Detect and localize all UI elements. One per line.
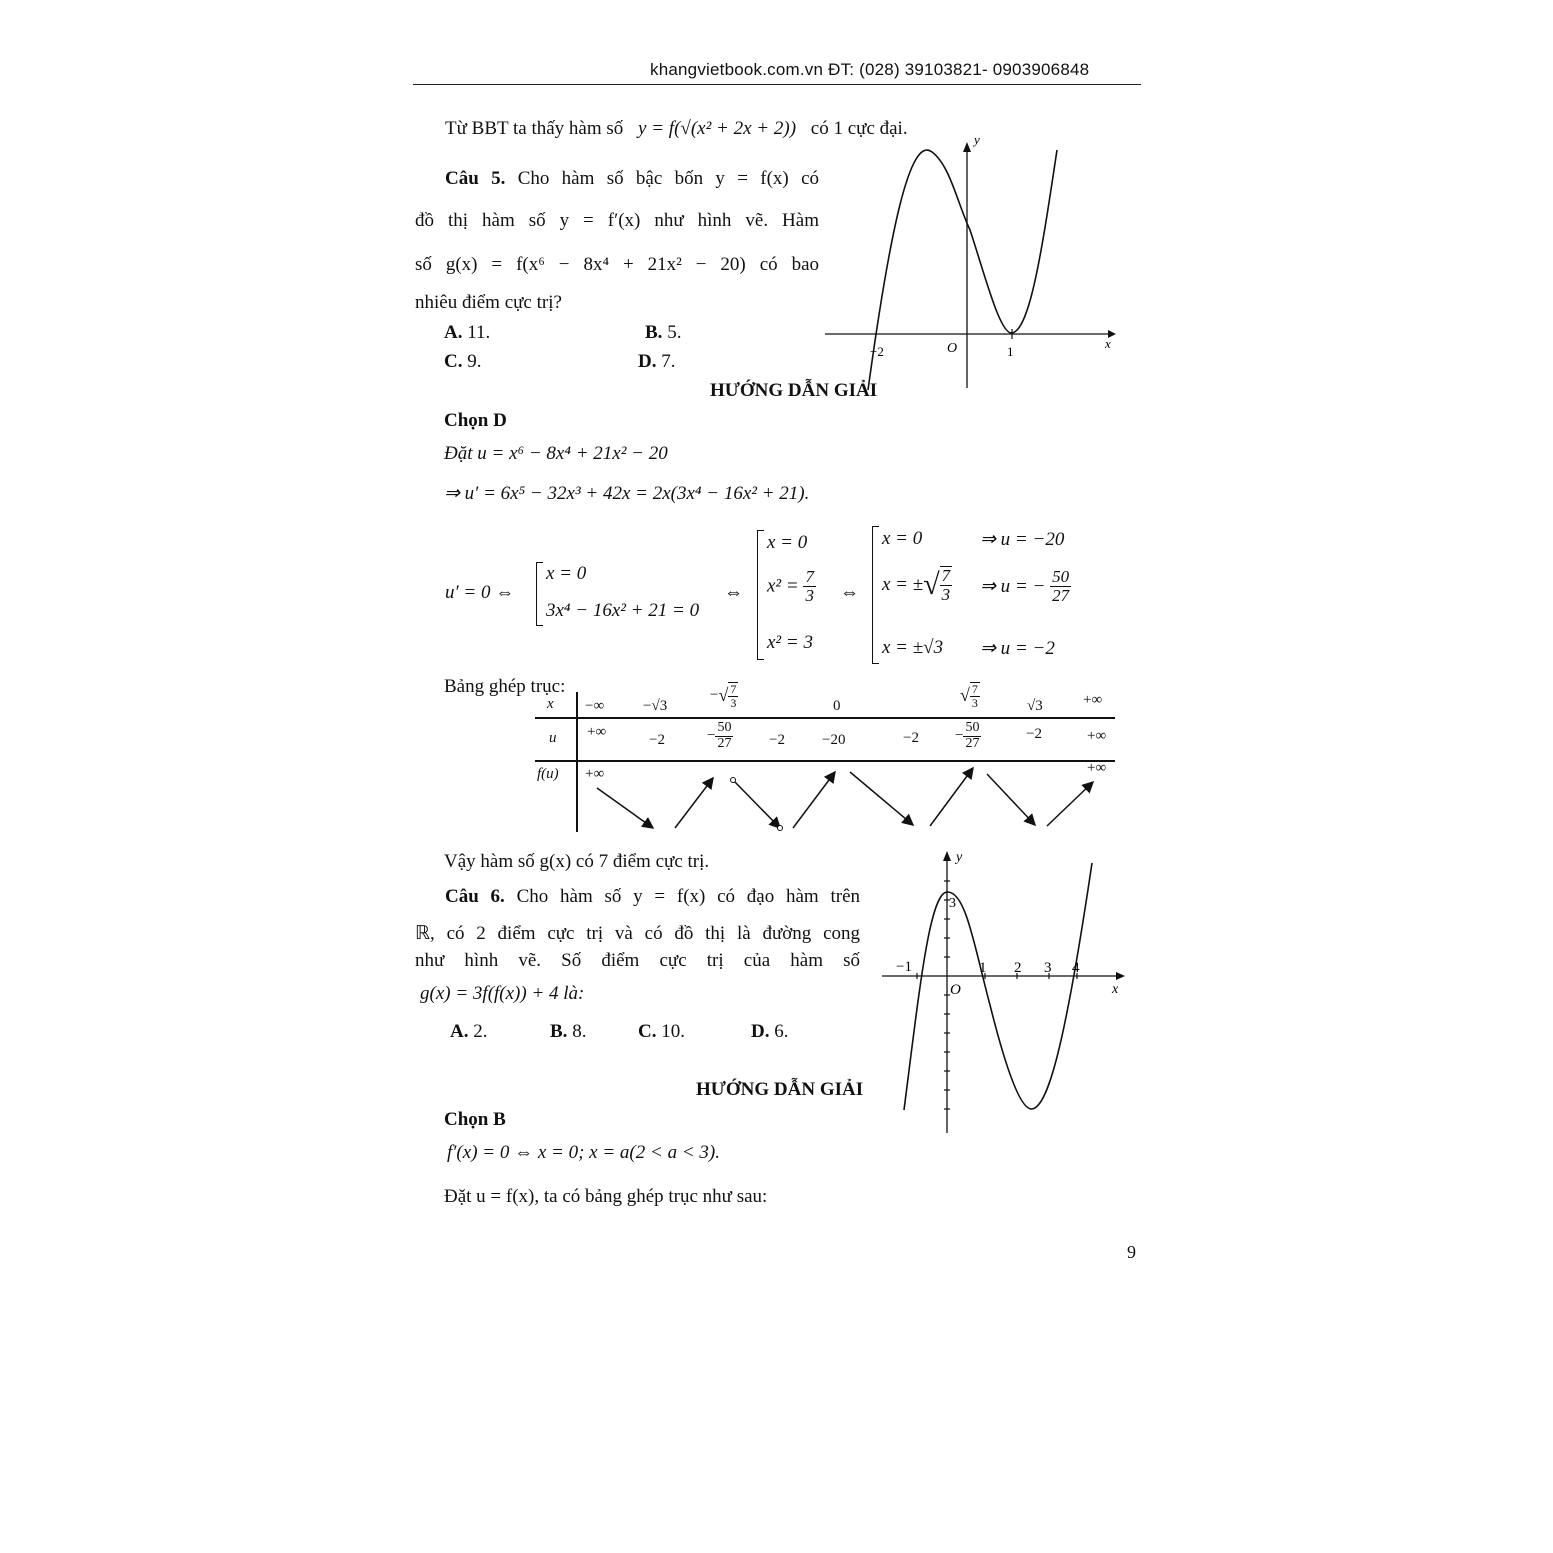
x-val-neg-sqrt3: −√3 xyxy=(643,698,668,714)
u-val-neg50-27-b: − $\frac{50}{27}$ xyxy=(955,720,980,751)
header-rule xyxy=(413,84,1141,85)
header-site: khangvietbook.com.vn xyxy=(650,60,824,79)
q5-sol-line-2: ⇒ u′ = 6x⁵ − 32x³ + 42x = 2x(3x⁴ − 16x² + 21). xyxy=(444,483,810,504)
u-val-pos-inf-left: +∞ xyxy=(587,724,607,740)
arrow-down-2 xyxy=(733,780,780,828)
q6-option-b: B. 8. xyxy=(550,1021,587,1042)
page-number: 9 xyxy=(1127,1242,1136,1262)
q6-line-4: g(x) = 3f(f(x)) + 4 là: xyxy=(420,983,585,1004)
q6-line-2: ℝ, có 2 điểm cực trị và có đồ thị là đường cong xyxy=(415,923,860,944)
eq-iff-1: ⇔ xyxy=(724,582,743,603)
q5-label: Câu 5. xyxy=(445,168,506,189)
q6-solution-heading: HƯỚNG DẪN GIẢI xyxy=(696,1079,864,1100)
q5-conclusion: Vậy hàm số g(x) có 7 điểm cực trị. xyxy=(444,851,710,872)
q5-option-c: C. 9. xyxy=(444,351,482,372)
q5-line-3: số g(x) = f(x⁶ − 8x⁴ + 21x² − 20) có bao xyxy=(415,254,819,275)
q6-option-c: C. 10. xyxy=(638,1021,685,1042)
q6-tick-label-4: 4 xyxy=(1072,960,1080,976)
q6-line-1 xyxy=(415,886,860,908)
eq-sys3-a: x = 0 xyxy=(882,528,923,549)
q5-x-label: x xyxy=(1105,336,1111,351)
u-val-neg2-c: −2 xyxy=(903,730,919,746)
intro-formula: y = f(√(x² + 2x + 2)) xyxy=(638,118,797,139)
q6-option-a: A. 2. xyxy=(450,1021,488,1042)
u-val-neg2-d: −2 xyxy=(1026,726,1042,742)
q5-line-2: đồ thị hàm số y = f′(x) như hình vẽ. Hàm xyxy=(415,210,819,231)
eq-frac-7-3: $\frac{7}{3}$ xyxy=(805,567,814,605)
eq-res-a: ⇒ u = −20 xyxy=(980,529,1065,550)
u-val-neg50-27-a: − $\frac{50}{27}$ xyxy=(707,720,732,751)
q5-tick-label-1: 1 xyxy=(1007,344,1014,359)
arrow-down-3 xyxy=(850,772,913,825)
q6-tick-label-2: 2 xyxy=(1014,960,1022,976)
eq-sys3-b: x = ±√ $\frac{7}{3}$ xyxy=(882,566,951,604)
q5-answer: Chọn D xyxy=(444,410,507,431)
arrow-up-2 xyxy=(793,772,835,828)
q6-y-label: y xyxy=(956,850,963,865)
fu-arrows xyxy=(535,680,1125,840)
q5-sol-line-1: Đặt u = x⁶ − 8x⁴ + 21x² − 20 xyxy=(444,443,668,464)
eq-bracket-2 xyxy=(757,530,764,660)
q6-line-3: như hình vẽ. Số điểm cực trị của hàm số xyxy=(415,950,860,971)
fu-val-pos-inf-left: +∞ xyxy=(585,766,605,782)
q6-tick-label-neg1: −1 xyxy=(896,959,912,975)
u-val-neg2-b: −2 xyxy=(769,732,785,748)
q5-solution-heading: HƯỚNG DẪN GIẢI xyxy=(710,380,878,401)
u-val-neg2-a: −2 xyxy=(649,732,665,748)
q6-tick-label-1: 1 xyxy=(979,960,987,976)
x-val-neg-sqrt73: −√ $\frac{7}{3}$ xyxy=(710,682,737,710)
q6-y-arrow xyxy=(943,851,951,861)
x-val-pos-inf: +∞ xyxy=(1083,692,1103,708)
q6-tick-label-3: 3 xyxy=(1044,960,1052,976)
q6-graph xyxy=(880,845,1130,1137)
q5-line-1 xyxy=(415,168,819,190)
q6-origin-label: O xyxy=(950,982,961,998)
q6-y-tick-label-3: 3 xyxy=(949,896,956,911)
eq-bracket-1 xyxy=(536,562,543,626)
q6-x-label: x xyxy=(1112,982,1119,997)
eq-sys2-b: x² = $\frac{7}{3}$ xyxy=(767,567,814,605)
eq-sys1-b: 3x⁴ − 16x² + 21 = 0 xyxy=(546,600,700,621)
eq-sys3-c: x = ±√3 xyxy=(882,637,944,658)
header xyxy=(650,60,1089,80)
u-val-neg20: −20 xyxy=(822,732,846,748)
eq-sys1-a: x = 0 xyxy=(546,563,587,584)
eq-sys2-a: x = 0 xyxy=(767,532,808,553)
u-val-pos-inf-right: +∞ xyxy=(1087,728,1107,744)
table-row-label-u: u xyxy=(549,730,557,746)
q5-line-4: nhiêu điểm cực trị? xyxy=(415,292,562,313)
arrow-down-1 xyxy=(597,788,653,828)
arrow-down-4 xyxy=(987,774,1035,825)
q6-text-1: Cho hàm số y = f(x) có đạo hàm trên xyxy=(516,886,861,907)
q5-option-d: D. 7. xyxy=(638,351,676,372)
arrow-up-3 xyxy=(930,768,973,826)
eq-res-c: ⇒ u = −2 xyxy=(980,638,1055,659)
q5-text-1: Cho hàm số bậc bốn y = f(x) có xyxy=(517,168,819,189)
q5-y-label: y xyxy=(974,132,980,147)
fu-val-pos-inf-right: +∞ xyxy=(1087,760,1107,776)
intro-text: Từ BBT ta thấy hàm số xyxy=(445,118,624,139)
q6-label: Câu 6. xyxy=(445,886,505,907)
table-title: Bảng ghép trục: xyxy=(444,676,566,697)
eq-iff-2: ⇔ xyxy=(840,582,859,603)
arrow-up-1 xyxy=(675,778,713,828)
table-row-label-fu: f(u) xyxy=(537,766,559,782)
eq-lhs: u′ = 0 ⇔ xyxy=(445,582,515,603)
q5-option-b: B. 5. xyxy=(645,322,682,343)
eq-frac-50-27: $\frac{50}{27}$ xyxy=(1052,567,1070,605)
q6-sol-line-2: Đặt u = f(x), ta có bảng ghép trục như sau: xyxy=(444,1186,768,1207)
q6-answer: Chọn B xyxy=(444,1109,506,1130)
arrow-up-4 xyxy=(1047,782,1093,826)
q6-x-arrow xyxy=(1116,972,1125,980)
x-val-sqrt73: √ $\frac{7}{3}$ xyxy=(960,682,978,710)
eq-sqrt-frac: $\frac{7}{3}$ xyxy=(941,566,951,604)
variation-table xyxy=(535,680,1125,840)
intro-tail: có 1 cực đại. xyxy=(810,118,908,139)
x-val-neg-inf: −∞ xyxy=(585,698,605,714)
q5-graph xyxy=(820,130,1120,392)
eq-res-b: ⇒ u = − $\frac{50}{27}$ xyxy=(980,567,1070,605)
x-val-zero: 0 xyxy=(833,698,841,714)
eq-sys2-c: x² = 3 xyxy=(767,632,813,653)
q6-option-d: D. 6. xyxy=(751,1021,789,1042)
q6-sol-line-1: f′(x) = 0 ⇔ x = 0; x = a(2 < a < 3). xyxy=(447,1142,720,1163)
eq-bracket-3 xyxy=(872,526,879,664)
q6-curve xyxy=(904,863,1092,1110)
q5-origin-label: O xyxy=(947,341,958,356)
q5-curve xyxy=(868,150,1057,390)
header-phone: ĐT: (028) 39103821- 0903906848 xyxy=(828,60,1090,79)
q5-y-arrow xyxy=(963,142,971,152)
table-row-label-x: x xyxy=(547,696,554,712)
q5-tick-label-neg2: −2 xyxy=(870,344,884,359)
q5-option-a: A. 11. xyxy=(444,322,491,343)
x-val-sqrt3: √3 xyxy=(1027,698,1043,714)
